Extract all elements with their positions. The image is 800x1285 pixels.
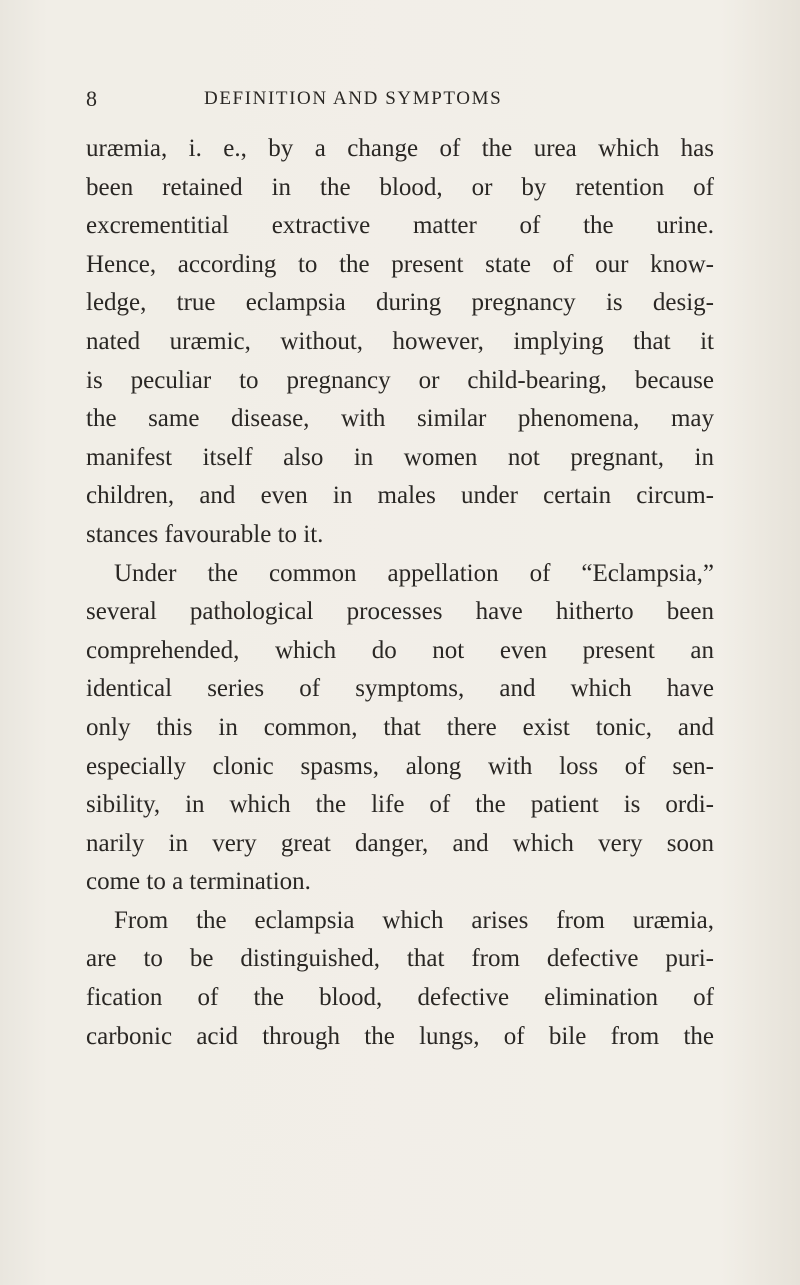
running-title: DEFINITION AND SYMPTOMS	[204, 88, 503, 109]
text-line: uræmia, i. e., by a change of the urea which has	[86, 135, 714, 162]
page-number: 8	[86, 86, 98, 111]
text-line: excrementitial extractive matter of the urine.	[86, 212, 714, 240]
text-line: nated uræmic, without, however, implying that it	[86, 327, 714, 355]
text-line: stances favourable to it.	[86, 520, 324, 548]
text-line: children, and even in males under certain circum-	[86, 482, 714, 510]
text-line: ledge, true eclampsia during pregnancy is desig-	[86, 289, 714, 317]
text-line: come to a termination.	[86, 868, 311, 896]
text-line: the same disease, with similar phenomena, may	[86, 405, 714, 433]
text-line: identical series of symptoms, and which have	[86, 675, 714, 703]
text-line: From the eclampsia which arises from uræmia,	[114, 906, 714, 934]
text-line: manifest itself also in women not pregnant, in	[86, 443, 714, 471]
text-line: especially clonic spasms, along with loss of sen-	[86, 752, 714, 780]
text-line: sibility, in which the life of the patient is ordi-	[86, 791, 714, 819]
text-line: only this in common, that there exist tonic, and	[86, 713, 714, 741]
running-head	[86, 86, 706, 116]
text-line: been retained in the blood, or by retention of	[86, 173, 714, 201]
text-line: several pathological processes have hitherto been	[86, 598, 714, 626]
text-line: carbonic acid through the lungs, of bile from the	[86, 1022, 714, 1050]
text-line: Hence, according to the present state of our know-	[86, 250, 714, 278]
text-line: are to be distinguished, that from defective puri-	[86, 945, 714, 973]
body-text	[86, 130, 714, 1056]
text-line: comprehended, which do not even present an	[86, 636, 714, 664]
text-line: is peculiar to pregnancy or child-bearing, because	[86, 366, 714, 394]
text-line: narily in very great danger, and which very soon	[86, 829, 714, 857]
text-line: Under the common appellation of “Eclampsia,”	[114, 559, 714, 587]
text-line: fication of the blood, defective elimination of	[86, 984, 714, 1012]
